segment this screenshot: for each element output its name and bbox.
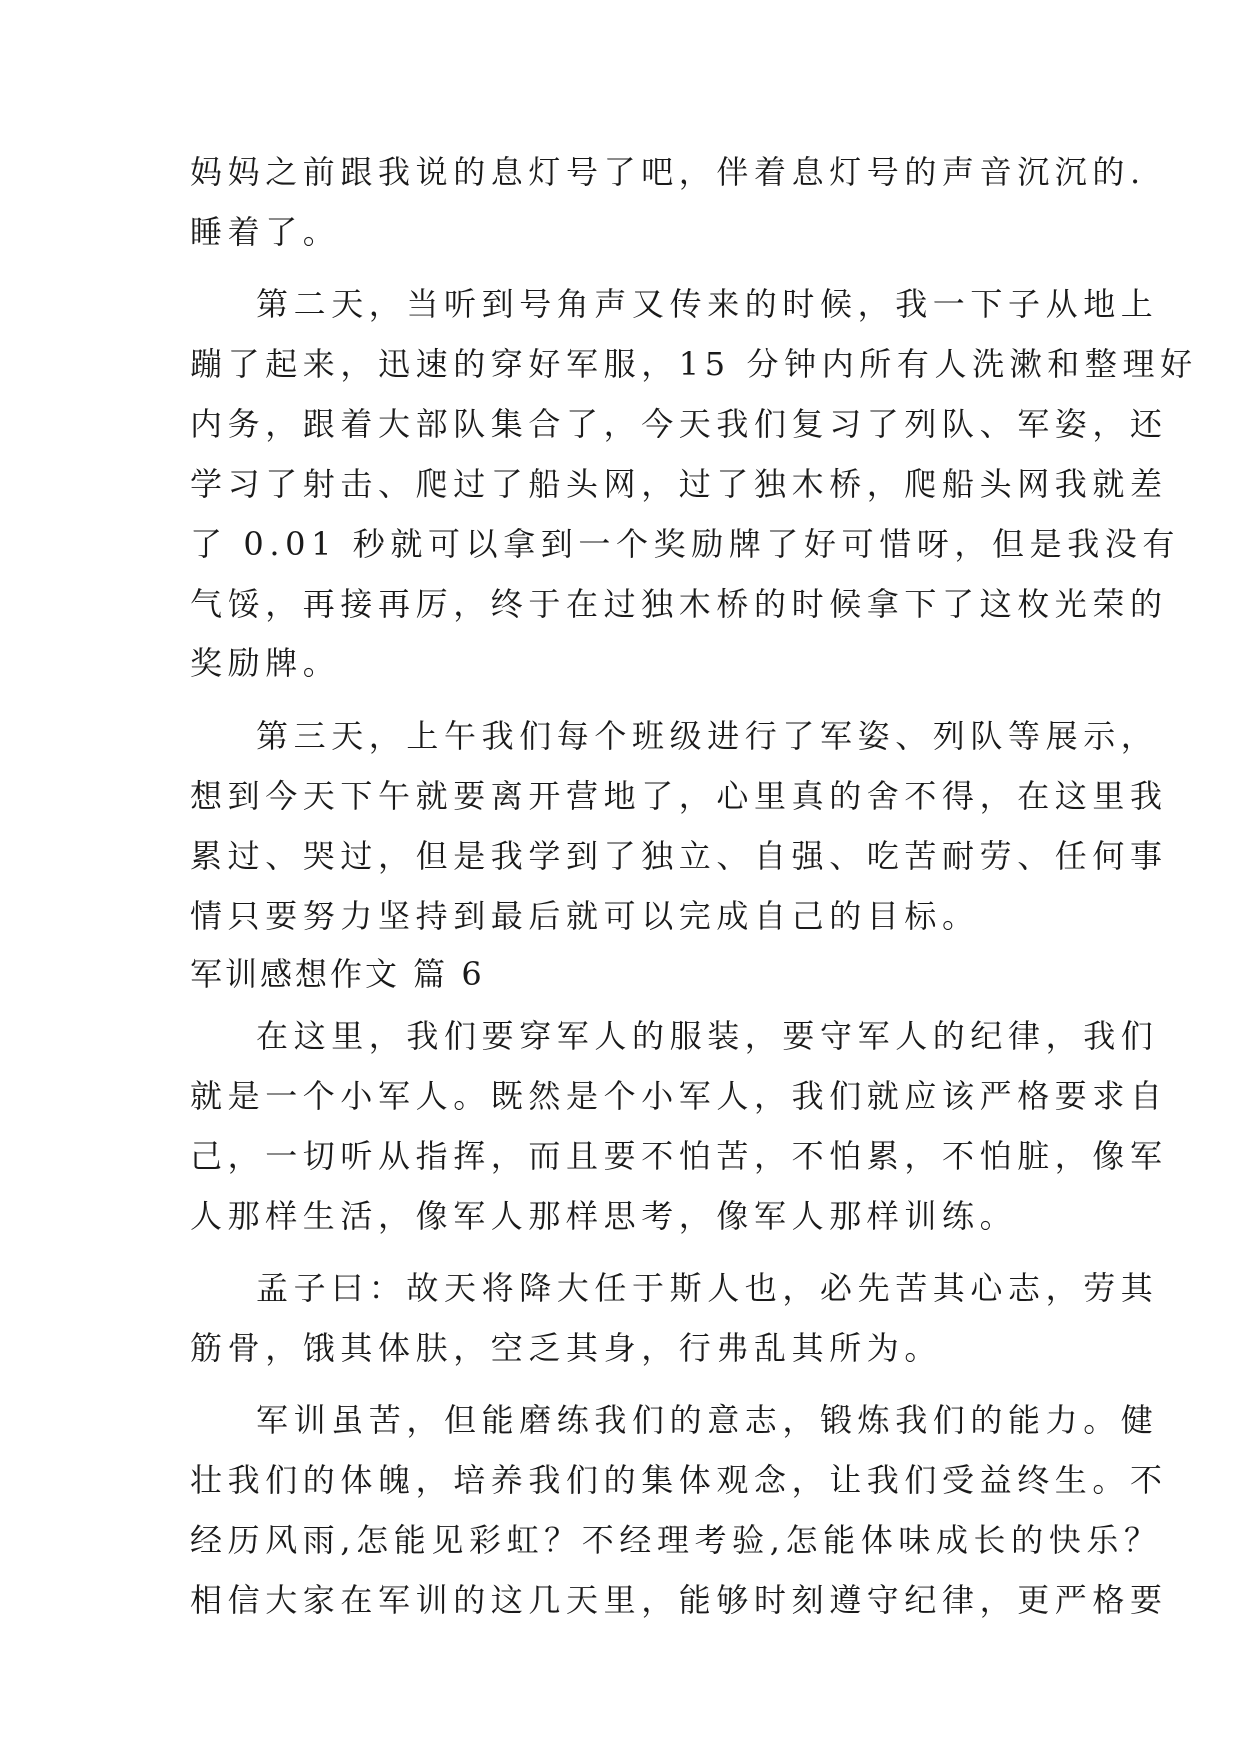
text-line: 壮我们的体魄，培养我们的集体观念，让我们受益终生。不	[190, 1461, 1168, 1499]
section-heading: 军训感想作文 篇 6	[190, 955, 485, 993]
paragraph-start: 在这里，我们要穿军人的服装，要守军人的纪律，我们	[256, 1017, 1159, 1055]
text-line: 蹦了起来，迅速的穿好军服，15 分钟内所有人洗漱和整理好	[190, 345, 1198, 383]
text-line: 筋骨，饿其体肤，空乏其身，行弗乱其所为。	[190, 1329, 943, 1367]
text-line: 妈妈之前跟我说的息灯号了吧，伴着息灯号的声音沉沉的.	[190, 153, 1146, 191]
text-line: 经历风雨,怎能见彩虹？不经理考验,怎能体味成长的快乐？	[190, 1521, 1162, 1559]
paragraph-start: 孟子曰：故天将降大任于斯人也，必先苦其心志，劳其	[256, 1269, 1159, 1307]
paragraph-start: 军训虽苦，但能磨练我们的意志，锻炼我们的能力。健	[256, 1401, 1159, 1439]
text-line: 睡着了。	[190, 213, 341, 251]
text-line: 相信大家在军训的这几天里，能够时刻遵守纪律，更严格要	[190, 1581, 1168, 1619]
text-line: 情只要努力坚持到最后就可以完成自己的目标。	[190, 897, 980, 935]
text-line: 累过、哭过，但是我学到了独立、自强、吃苦耐劳、任何事	[190, 837, 1168, 875]
text-line: 学习了射击、爬过了船头网，过了独木桥，爬船头网我就差	[190, 465, 1168, 503]
paragraph-start: 第三天，上午我们每个班级进行了军姿、列队等展示，	[256, 717, 1159, 755]
text-line: 人那样生活，像军人那样思考，像军人那样训练。	[190, 1197, 1018, 1235]
text-line: 就是一个小军人。既然是个小军人，我们就应该严格要求自	[190, 1077, 1168, 1115]
text-line: 了 0.01 秒就可以拿到一个奖励牌了好可惜呀，但是我没有	[190, 525, 1180, 563]
text-line: 己，一切听从指挥，而且要不怕苦，不怕累，不怕脏，像军	[190, 1137, 1168, 1175]
paragraph-start: 第二天，当听到号角声又传来的时候，我一下子从地上	[256, 285, 1159, 323]
text-line: 想到今天下午就要离开营地了，心里真的舍不得，在这里我	[190, 777, 1168, 815]
text-line: 气馁，再接再厉，终于在过独木桥的时候拿下了这枚光荣的	[190, 585, 1168, 623]
text-line: 内务，跟着大部队集合了，今天我们复习了列队、军姿，还	[190, 405, 1168, 443]
text-line: 奖励牌。	[190, 644, 341, 682]
